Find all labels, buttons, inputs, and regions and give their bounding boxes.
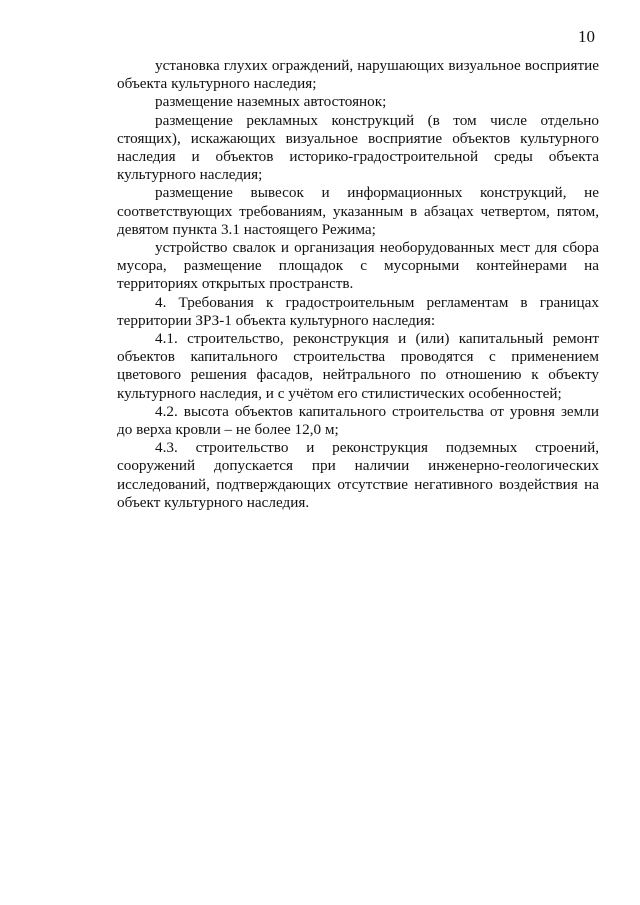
paragraph-parking: размещение наземных автостоянок; [155, 93, 387, 111]
paragraph-waste: устройство свалок и организация необорудованных мест для сбора мусора, размещение площадок с мусорными контейнерами на территориях открытых пространств. [117, 239, 599, 293]
paragraph-fences: установка глухих ограждений, нарушающих визуальное восприятие объекта культурного наследия; [117, 57, 599, 93]
item-4-3: 4.3. строительство и реконструкция подземных строений, сооружений допускается при наличии инженерно-геологических исследований, подтверждающих отсутствие негативного воздействия на объект культурного наследия. [117, 439, 599, 511]
item-4-1: 4.1. строительство, реконструкция и (или) капитальный ремонт объектов капитального строительства проводятся с применением цветового решения фасадов, нейтрального по отношению к объекту культурного наследия, и с учётом его стилистических особенностей; [117, 330, 599, 402]
page-number: 10 [578, 27, 595, 46]
section-4-heading: 4. Требования к градостроительным регламентам в границах территории ЗРЗ-1 объекта культурного наследия: [117, 293, 599, 329]
paragraph-signage: размещение вывесок и информационных конструкций, не соответствующих требованиям, указанным в абзацах четвертом, пятом, девятом пункта 3.1 настоящего Режима; [117, 184, 599, 238]
item-4-2: 4.2. высота объектов капитального строительства от уровня земли до верха кровли – не более 12,0 м; [117, 402, 599, 439]
document-body [117, 57, 599, 512]
paragraph-advertising: размещение рекламных конструкций (в том числе отдельно стоящих), искажающих визуальное восприятие объектов культурного наследия и объектов историко-градостроительной среды объекта культурного наследия; [117, 111, 599, 184]
